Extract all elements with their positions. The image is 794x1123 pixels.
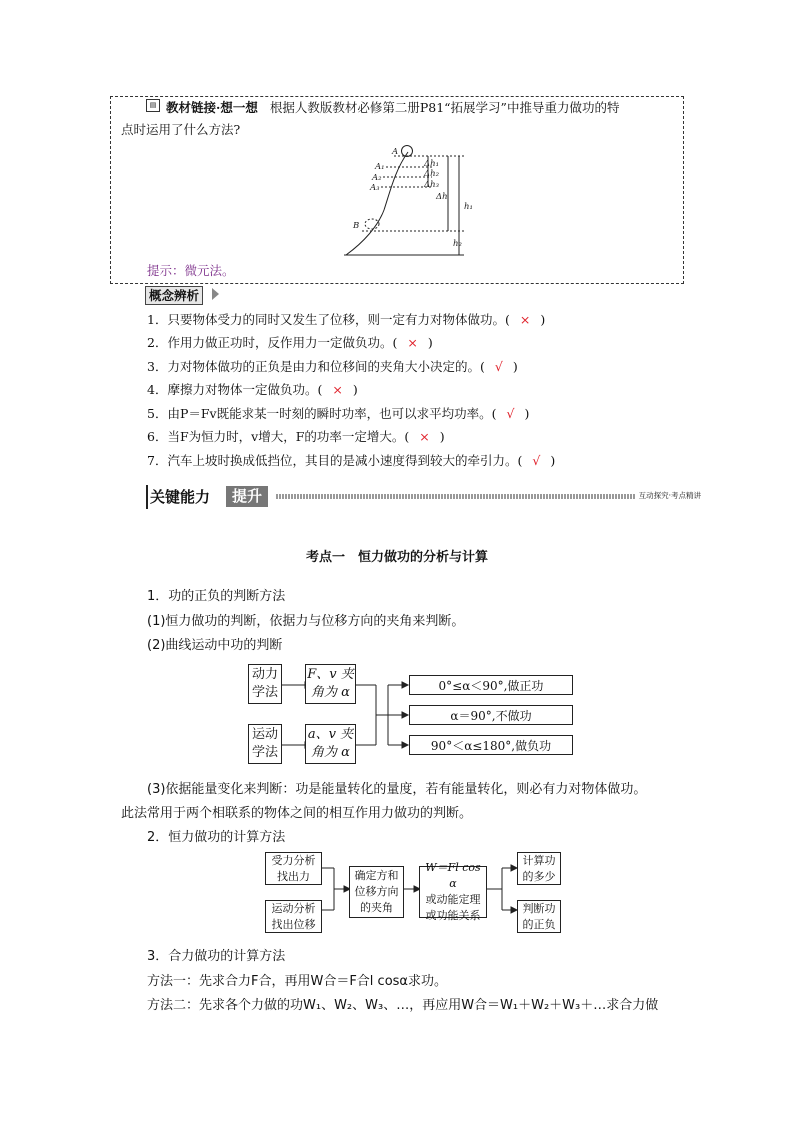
label-a: A <box>392 147 399 157</box>
label-a1: A₁ <box>375 162 385 172</box>
flow1-mid-top: F、v 夹 角为 α <box>305 664 356 704</box>
flow2-force-analysis: 受力分析 找出力 <box>265 852 322 885</box>
flow1-source-top: 动力 学法 <box>248 664 282 704</box>
concept-item: 5．由P＝Fv既能求某一时刻的瞬时功率，也可以求平均功率。( √ ) <box>147 406 530 421</box>
textbook-link-question: 根据人教版教材必修第二册P81“拓展学习”中推导重力做功的特 <box>269 100 620 115</box>
p1-line1: (1)恒力做功的判断，依据力与位移方向的夹角来判断。 <box>147 614 465 629</box>
concept-item: 1．只要物体受力的同时又发生了位移，则一定有力对物体做功。( × ) <box>147 312 546 327</box>
label-dh: Δh <box>436 192 448 202</box>
flow2-angle: 确定方和 位移方向 的夹角 <box>349 866 404 918</box>
label-dh2: Δh₂ <box>424 169 440 179</box>
hint-text: 提示：微元法。 <box>147 263 235 278</box>
trajectory-figure <box>340 142 490 260</box>
p2-line1: (3)依据能量变化来判断：功是能量转化的量度，若有能量转化，则必有力对物体做功。 <box>147 782 647 797</box>
textbook-link-line1 <box>166 99 619 117</box>
label-h2: h₂ <box>453 239 462 249</box>
flow1-result-negative: 90°＜α≤180°,做负功 <box>409 735 573 755</box>
banner-left: 关键能力 <box>146 485 212 509</box>
concept-heading-arrow <box>212 288 219 300</box>
flow2-motion-analysis: 运动分析 找出位移 <box>265 900 322 933</box>
p2-line2: 此法常用于两个相联系的物体之间的相互作用力做功的判断。 <box>121 806 473 821</box>
textbook-link-question-line2: 点时运用了什么方法? <box>121 122 241 137</box>
concept-item: 2．作用力做正功时，反作用力一定做负功。( × ) <box>147 335 433 350</box>
flow1-source-bottom: 运动 学法 <box>248 724 282 764</box>
label-dh1: Δh₁ <box>424 159 440 169</box>
label-b: B <box>353 221 360 231</box>
flow1-result-zero: α＝90°,不做功 <box>409 705 573 725</box>
concept-heading: 概念辨析 <box>145 286 203 305</box>
label-a3: A₃ <box>370 183 380 193</box>
banner-right: 互动探究·考点精讲 <box>636 490 704 501</box>
ability-banner <box>146 485 704 509</box>
label-dh3: Δh₃ <box>424 180 440 190</box>
concept-item: 3．力对物体做功的正负是由力和位移间的夹角大小决定的。( √ ) <box>147 359 518 374</box>
book-icon: ▤ <box>146 99 160 112</box>
concept-item: 4．摩擦力对物体一定做负功。( × ) <box>147 382 358 397</box>
concept-item: 7．汽车上坡时换成低挡位，其目的是减小速度得到较大的牵引力。( √ ) <box>147 453 556 468</box>
label-h1: h₁ <box>464 202 473 212</box>
label-a2: A₂ <box>372 173 382 183</box>
concept-item: 6．当F为恒力时，v增大，F的功率一定增大。( × ) <box>147 429 445 444</box>
banner-tag: 提升 <box>226 486 268 507</box>
p1-line2: (2)曲线运动中功的判断 <box>147 638 283 653</box>
p1-heading: 1．功的正负的判断方法 <box>147 589 286 604</box>
section-title: 考点一 恒力做功的分析与计算 <box>305 550 488 565</box>
flow2-calc-amount: 计算功 的多少 <box>517 852 561 885</box>
flow1-result-positive: 0°≤α＜90°,做正功 <box>409 675 573 695</box>
p3-method1: 方法一：先求合力F合，再用W合＝F合l cosα求功。 <box>147 974 447 989</box>
p3-heading: 3．合力做功的计算方法 <box>147 949 286 964</box>
p3-method2: 方法二：先求各个力做的功W₁、W₂、W₃、…，再应用W合＝W₁＋W₂＋W₃＋…求合力做 <box>147 998 659 1013</box>
flow2-formula: W＝Fl cos α 或动能定理 或功能关系 <box>419 866 487 918</box>
p2-heading: 2．恒力做功的计算方法 <box>147 830 286 845</box>
flow1-mid-bottom: a、v 夹 角为 α <box>305 724 356 764</box>
flow2-judge-sign: 判断功 的正负 <box>517 900 561 933</box>
textbook-link-label: 教材链接·想一想 <box>166 100 258 115</box>
